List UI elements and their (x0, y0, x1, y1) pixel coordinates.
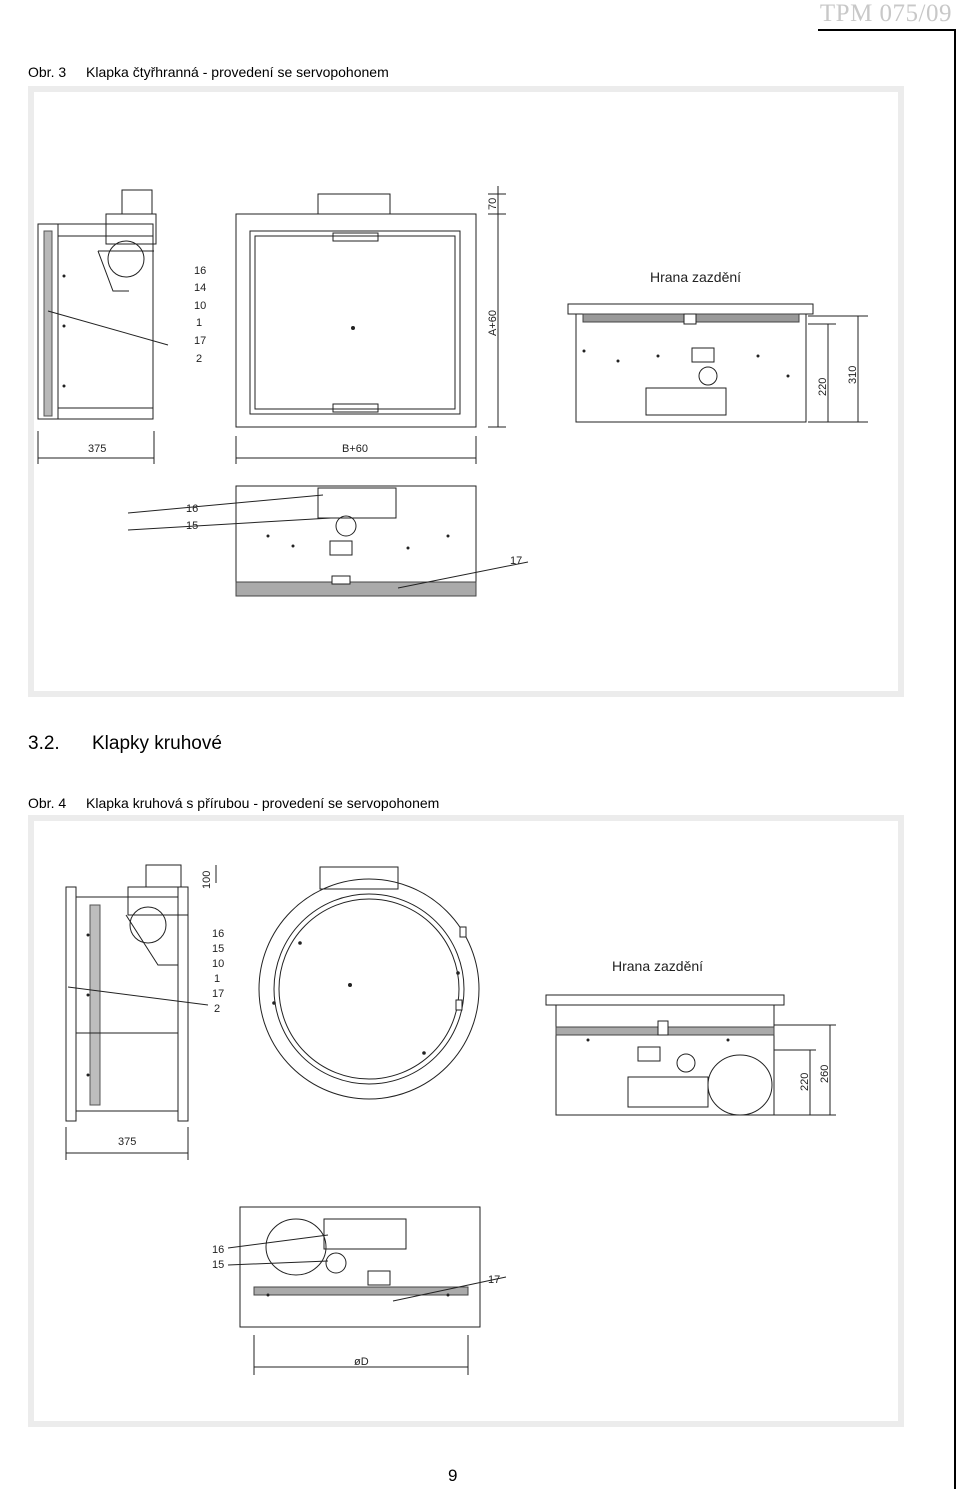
callout-label: 17 (510, 555, 523, 567)
figure4-panel (28, 815, 904, 1427)
margin-rule (954, 29, 956, 1489)
figure3-panel (28, 86, 904, 697)
figure3-label: Obr. 3 (28, 64, 67, 80)
dimension-depth: 375 (118, 1136, 137, 1148)
dimension-b: 310 (847, 365, 859, 384)
dimension-height: A+60 (487, 310, 499, 336)
dimension-a: 220 (817, 377, 829, 396)
figure3-caption (28, 64, 389, 80)
figure4-callouts (118, 871, 831, 1368)
section-number: 3.2. (28, 733, 60, 754)
callout-label: 16 (186, 503, 199, 515)
callout-label: 15 (212, 943, 225, 955)
callout-label: 10 (194, 300, 207, 312)
edge-label: Hrana zazdění (650, 269, 742, 285)
callout-label: 17 (212, 988, 225, 1000)
figure3-drawing (28, 86, 904, 697)
section-heading (28, 733, 222, 755)
dimension-width: B+60 (342, 443, 368, 455)
page-number: 9 (448, 1466, 458, 1485)
callout-label: 15 (186, 520, 199, 532)
callout-label: 14 (194, 282, 207, 294)
dimension-top: 70 (487, 197, 499, 210)
callout-label: 17 (488, 1274, 501, 1286)
callout-label: 16 (194, 265, 207, 277)
callout-label: 2 (214, 1003, 221, 1015)
edge-label: Hrana zazdění (612, 958, 704, 974)
section-title: Klapky kruhové (92, 733, 222, 754)
header-rule (818, 29, 956, 31)
dimension-b: 260 (819, 1064, 831, 1083)
callout-label: 1 (196, 317, 203, 329)
callout-label: 16 (212, 1244, 225, 1256)
dimension-diameter: øD (354, 1356, 369, 1368)
figure4-caption (28, 795, 439, 811)
dimension-a: 220 (799, 1072, 811, 1091)
document-code: TPM 075/09 (819, 0, 952, 27)
callout-label: 16 (212, 928, 225, 940)
figure3-callouts (88, 198, 859, 567)
dimension-depth: 375 (88, 443, 107, 455)
figure4-drawing (28, 815, 904, 1427)
figure4-label: Obr. 4 (28, 795, 67, 811)
figure4-title: Klapka kruhová s přírubou - provedení se servopohonem (86, 795, 440, 811)
callout-label: 1 (214, 973, 221, 985)
callout-label: 2 (196, 353, 203, 365)
callout-label: 10 (212, 958, 225, 970)
callout-label: 17 (194, 335, 207, 347)
dimension-top: 100 (201, 870, 213, 889)
figure3-title: Klapka čtyřhranná - provedení se servopohonem (86, 64, 389, 80)
callout-label: 15 (212, 1259, 225, 1271)
